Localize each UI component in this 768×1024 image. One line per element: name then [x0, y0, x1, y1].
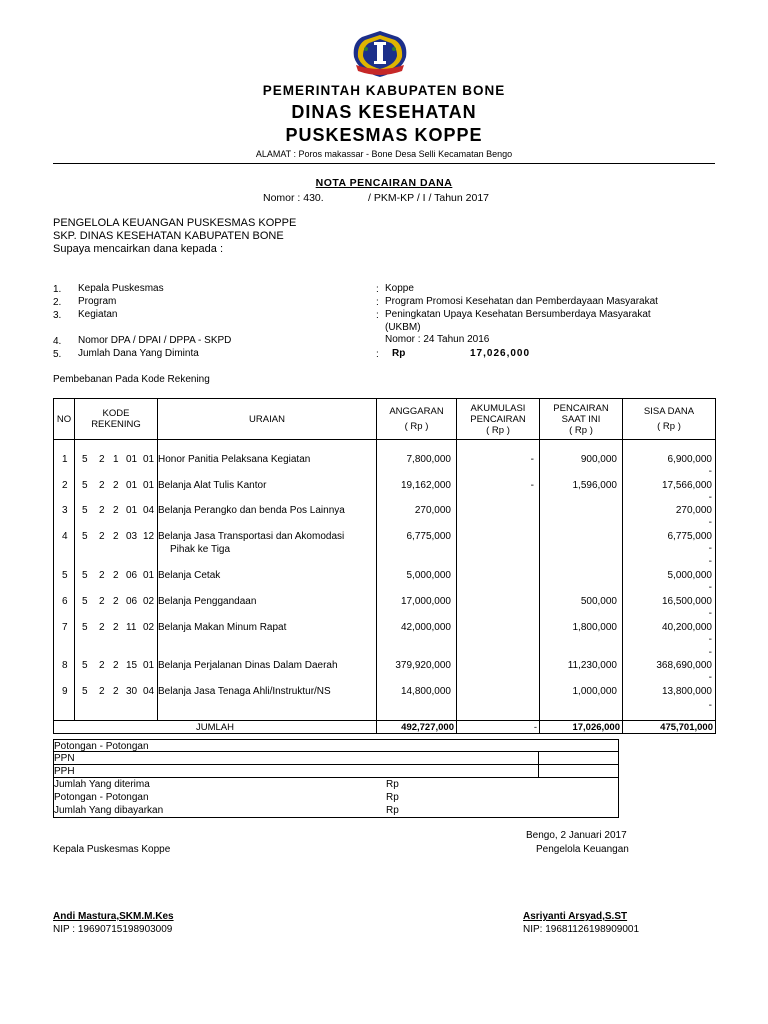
row-no: 7: [62, 622, 68, 633]
row-dash: -: [708, 634, 712, 645]
ded-line: [53, 817, 619, 818]
row-k4: 06: [126, 570, 138, 581]
addressee-line3: Supaya mencairkan dana kepada :: [53, 243, 224, 255]
col-header-pencairan-line1: PENCAIRAN: [553, 402, 609, 414]
row-anggaran: 7,800,000: [406, 454, 451, 465]
row-k5: 02: [143, 622, 155, 633]
row-uraian: Belanja Cetak: [158, 570, 221, 581]
row-uraian: Belanja Jasa Transportasi dan Akomodasi: [158, 531, 345, 542]
col-header-akumulasi-line1: AKUMULASI: [470, 402, 526, 414]
item-label: Kegiatan: [78, 309, 118, 320]
row-sisa: 368,690,000: [656, 660, 712, 671]
row-no: 1: [62, 454, 68, 465]
col-header-uraian: URAIAN: [158, 399, 377, 440]
ded-label: PPH: [54, 766, 75, 777]
row-k4: 03: [126, 531, 138, 542]
row-sisa: 17,566,000: [661, 480, 712, 491]
col-header-sisa-label: SISA DANA: [643, 406, 695, 417]
row-dash: -: [708, 466, 712, 477]
row-k5: 12: [143, 531, 155, 542]
col-header-kode-line1: KODE: [102, 408, 130, 419]
header-puskesmas: PUSKESMAS KOPPE: [285, 125, 483, 145]
col-header-akumulasi-unit: ( Rp ): [486, 424, 510, 436]
item-value: Koppe: [385, 283, 414, 294]
item-no: 1.: [53, 284, 62, 295]
row-uraian-cont: Pihak ke Tiga: [170, 544, 231, 555]
sign-right-nip: NIP: 19681126198909001: [523, 924, 640, 935]
item-label: Jumlah Dana Yang Diminta: [78, 348, 199, 359]
row-no: 8: [62, 660, 68, 671]
pembebanan-label: Pembebanan Pada Kode Rekening: [53, 374, 210, 385]
row-sisa: 13,800,000: [661, 686, 712, 697]
row-k2: 2: [99, 622, 105, 633]
ded-label: Potongan - Potongan: [54, 792, 149, 803]
item-label: Program: [78, 296, 117, 307]
row-uraian: Belanja Penggandaan: [158, 596, 257, 607]
row-k1: 5: [82, 660, 88, 671]
row-anggaran: 379,920,000: [395, 660, 451, 671]
item-colon: :: [376, 297, 379, 308]
row-k3: 2: [113, 686, 119, 697]
col-header-pencairan-unit: ( Rp ): [569, 424, 593, 436]
row-sisa: 6,900,000: [667, 454, 712, 465]
row-uraian: Belanja Perangko dan benda Pos Lainnya: [158, 505, 345, 516]
sign-left-nip: NIP : 19690715198903009: [53, 924, 173, 935]
col-header-anggaran-unit: ( Rp ): [404, 421, 429, 432]
row-k3: 2: [113, 570, 119, 581]
row-anggaran: 19,162,000: [400, 480, 451, 491]
row-k3: 2: [113, 660, 119, 671]
row-pencairan: 500,000: [580, 596, 617, 607]
row-pencairan: 11,230,000: [567, 660, 617, 671]
item-colon: :: [376, 349, 379, 360]
row-dash: -: [708, 556, 712, 567]
addressee-line1: PENGELOLA KEUANGAN PUSKESMAS KOPPE: [53, 217, 297, 229]
row-dash: -: [708, 700, 712, 711]
row-sisa: 6,775,000: [667, 531, 712, 542]
col-header-akumulasi-line2: PENCAIRAN: [470, 413, 526, 425]
item-colon: :: [376, 310, 379, 321]
row-k3: 2: [113, 505, 119, 516]
sign-right-title: Pengelola Keuangan: [536, 844, 629, 855]
row-k5: 04: [143, 686, 155, 697]
item-value: Peningkatan Upaya Kesehatan Bersumberdaya Masyarakat: [385, 309, 651, 320]
total-anggaran: 492,727,000: [377, 721, 457, 734]
budget-table: [53, 398, 716, 734]
row-k3: 2: [113, 622, 119, 633]
row-k4: 01: [126, 454, 138, 465]
row-k4: 15: [126, 660, 138, 671]
row-k5: 02: [143, 596, 155, 607]
row-pencairan: 1,800,000: [572, 622, 617, 633]
total-label: JUMLAH: [54, 721, 377, 734]
row-uraian: Belanja Makan Minum Rapat: [158, 622, 287, 633]
row-k2: 2: [99, 686, 105, 697]
row-k1: 5: [82, 686, 88, 697]
ded-line: [53, 739, 619, 740]
document-number-suffix: / PKM-KP / I / Tahun 2017: [368, 192, 490, 204]
col-header-kode: [75, 399, 158, 440]
row-pencairan: 1,000,000: [572, 686, 617, 697]
row-pencairan: 900,000: [580, 454, 617, 465]
ded-rp: Rp: [386, 792, 399, 803]
row-k4: 06: [126, 596, 138, 607]
row-k5: 01: [143, 570, 155, 581]
col-header-sisa-unit: ( Rp ): [657, 421, 681, 432]
row-dash: -: [708, 672, 712, 683]
row-k2: 2: [99, 480, 105, 491]
row-k1: 5: [82, 454, 88, 465]
document-title: NOTA PENCAIRAN DANA: [315, 177, 453, 189]
total-pencairan: 17,026,000: [540, 721, 623, 734]
row-akumulasi: -: [530, 454, 534, 465]
row-dash: -: [708, 582, 712, 593]
row-uraian: Belanja Alat Tulis Kantor: [158, 480, 267, 491]
row-dash: -: [708, 492, 712, 503]
item-value: Program Promosi Kesehatan dan Pemberdayaan Masyarakat: [385, 296, 658, 307]
row-k3: 2: [113, 531, 119, 542]
row-k2: 2: [99, 596, 105, 607]
ded-line: [538, 751, 539, 778]
body-col-akumulasi: [457, 440, 540, 721]
col-header-pencairan-line2: SAAT INI: [561, 413, 601, 425]
table-header-row: [54, 399, 716, 440]
row-k2: 2: [99, 531, 105, 542]
row-k5: 01: [143, 454, 155, 465]
row-no: 6: [62, 596, 68, 607]
col-header-anggaran: [377, 399, 457, 440]
row-anggaran: 17,000,000: [400, 596, 451, 607]
row-sisa: 16,500,000: [661, 596, 712, 607]
row-k4: 01: [126, 505, 138, 516]
row-anggaran: 14,800,000: [400, 686, 451, 697]
regency-logo-icon: [348, 27, 412, 79]
row-k1: 5: [82, 622, 88, 633]
col-header-pencairan: [540, 399, 623, 440]
sign-left-name: Andi Mastura,SKM.M.Kes: [53, 911, 174, 922]
item-colon: :: [376, 284, 379, 295]
row-k4: 30: [126, 686, 138, 697]
item-no: 4.: [53, 336, 62, 347]
col-header-kode-line2: REKENING: [91, 419, 141, 430]
row-k5: 04: [143, 505, 155, 516]
row-akumulasi: -: [530, 480, 534, 491]
row-k1: 5: [82, 570, 88, 581]
row-sisa: 40,200,000: [661, 622, 712, 633]
item-rp: Rp: [392, 348, 406, 359]
ded-rp: Rp: [386, 805, 399, 816]
item-value: Nomor : 24 Tahun 2016: [385, 334, 490, 345]
sign-left-title: Kepala Puskesmas Koppe: [53, 844, 171, 855]
row-dash: -: [708, 647, 712, 658]
item-value-cont: (UKBM): [385, 322, 421, 333]
row-dash: -: [708, 517, 712, 528]
row-k2: 2: [99, 660, 105, 671]
ded-label: Potongan - Potongan: [54, 741, 149, 752]
item-label: Kepala Puskesmas: [78, 283, 164, 294]
row-k4: 11: [126, 622, 137, 633]
item-no: 3.: [53, 310, 62, 321]
row-no: 3: [62, 505, 68, 516]
row-anggaran: 6,775,000: [406, 531, 451, 542]
sign-date: Bengo, 2 Januari 2017: [526, 830, 627, 841]
header-agency: DINAS KESEHATAN: [291, 102, 477, 122]
header-address: ALAMAT : Poros makassar - Bone Desa Selli Kecamatan Bengo: [255, 149, 513, 159]
ded-label: PPN: [54, 753, 75, 764]
col-header-anggaran-label: ANGGARAN: [389, 406, 444, 417]
total-sisa: 475,701,000: [623, 721, 716, 734]
ded-rp: Rp: [386, 779, 399, 790]
ded-label: Jumlah Yang diterima: [54, 779, 150, 790]
row-k5: 01: [143, 660, 155, 671]
header-divider: [53, 163, 715, 164]
row-sisa: 270,000: [675, 505, 712, 516]
col-header-sisa: [623, 399, 716, 440]
row-no: 5: [62, 570, 68, 581]
ded-line: [53, 764, 619, 765]
row-no: 4: [62, 531, 68, 542]
row-dash: -: [708, 543, 712, 554]
row-uraian: Belanja Jasa Tenaga Ahli/Instruktur/NS: [158, 686, 331, 697]
row-k1: 5: [82, 480, 88, 491]
col-header-no: NO: [54, 399, 75, 440]
ded-line: [53, 777, 619, 778]
row-k3: 2: [113, 480, 119, 491]
row-k2: 2: [99, 570, 105, 581]
row-k3: 2: [113, 596, 119, 607]
col-header-akumulasi: [457, 399, 540, 440]
row-k3: 1: [113, 454, 119, 465]
row-k2: 2: [99, 454, 105, 465]
row-k5: 01: [143, 480, 155, 491]
row-dash: -: [708, 608, 712, 619]
item-no: 2.: [53, 297, 62, 308]
row-sisa: 5,000,000: [667, 570, 712, 581]
row-anggaran: 42,000,000: [400, 622, 451, 633]
item-no: 5.: [53, 349, 62, 360]
ded-label: Jumlah Yang dibayarkan: [54, 805, 164, 816]
row-k2: 2: [99, 505, 105, 516]
row-pencairan: 1,596,000: [572, 480, 617, 491]
row-k1: 5: [82, 596, 88, 607]
header-government: PEMERINTAH KABUPATEN BONE: [262, 83, 506, 98]
row-no: 9: [62, 686, 68, 697]
table-total-row: [54, 721, 716, 734]
row-no: 2: [62, 480, 68, 491]
row-k4: 01: [126, 480, 138, 491]
row-uraian: Honor Panitia Pelaksana Kegiatan: [158, 454, 311, 465]
sign-right-name: Asriyanti Arsyad,S.ST: [523, 911, 628, 922]
row-k1: 5: [82, 505, 88, 516]
ded-line: [618, 739, 619, 818]
item-label: Nomor DPA / DPAI / DPPA - SKPD: [78, 335, 232, 346]
total-akumulasi: -: [457, 721, 540, 734]
addressee-line2: SKP. DINAS KESEHATAN KABUPATEN BONE: [53, 230, 284, 242]
row-anggaran: 5,000,000: [406, 570, 451, 581]
row-anggaran: 270,000: [414, 505, 451, 516]
row-uraian: Belanja Perjalanan Dinas Dalam Daerah: [158, 660, 338, 671]
item-amount: 17,026,000: [470, 348, 531, 359]
document-number-label: Nomor : 430.: [263, 192, 324, 204]
row-k1: 5: [82, 531, 88, 542]
